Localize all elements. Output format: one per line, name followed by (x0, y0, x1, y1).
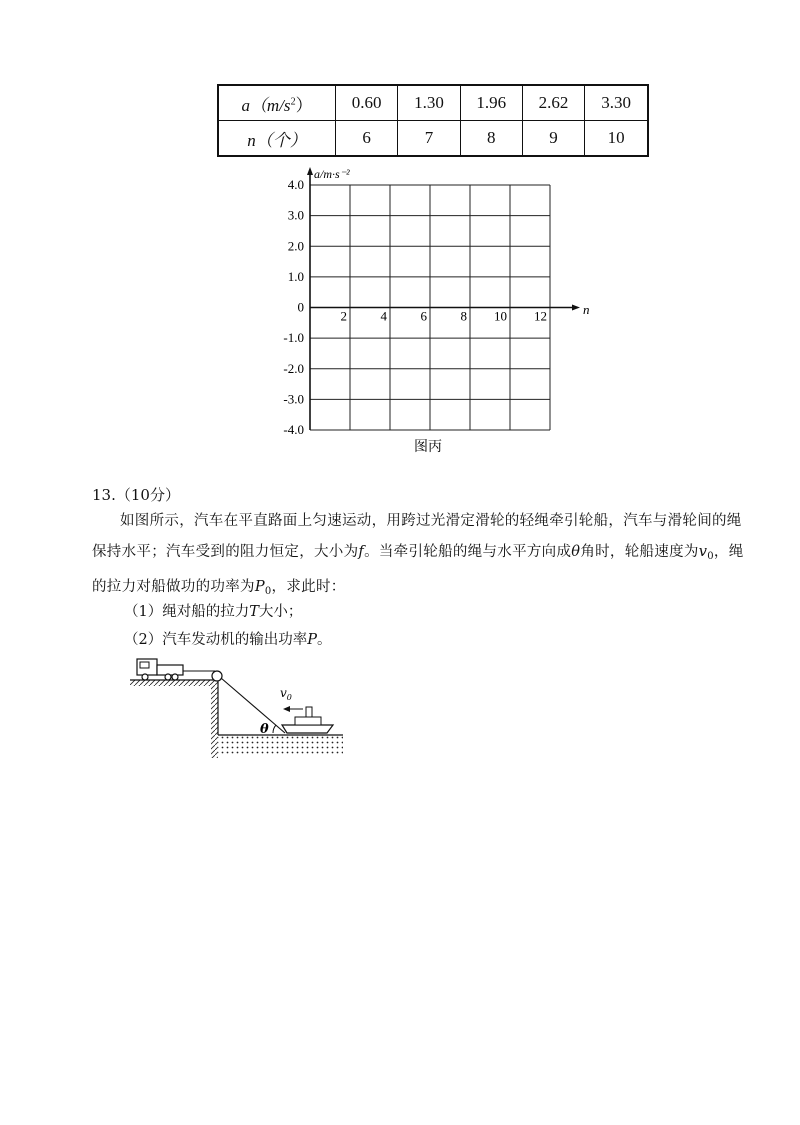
acceleration-grid-chart (270, 158, 600, 458)
y-tick-label: -3.0 (283, 391, 304, 407)
y-tick-label: 1.0 (287, 268, 304, 284)
x-axis-arrow (572, 305, 580, 311)
cell-n-5: 10 (585, 121, 648, 157)
table-row-n (218, 121, 648, 157)
y-tick-label: -1.0 (283, 330, 304, 346)
x-tick-label: 8 (460, 308, 467, 324)
y-tick-labels (283, 177, 304, 437)
x-tick-label: 6 (420, 308, 427, 324)
cell-n-2: 7 (398, 121, 460, 157)
question-1: （1）绳对船的拉力T大小； (124, 604, 303, 620)
rope-inclined (221, 678, 285, 733)
x-tick-label: 4 (380, 308, 387, 324)
cell-a-5: 3.30 (585, 85, 648, 121)
x-tick-label: 2 (340, 308, 347, 324)
cell-a-2: 1.30 (398, 85, 460, 121)
y-tick-label: 0 (297, 299, 304, 315)
cliff-wall (211, 686, 218, 758)
pulley-icon (212, 671, 222, 681)
x-tick-label: 10 (494, 308, 507, 324)
y-tick-label: 4.0 (287, 177, 304, 192)
x-tick-labels (341, 309, 548, 324)
x-tick-label: 12 (534, 308, 547, 324)
table-row-a (218, 85, 648, 121)
cell-n-3: 8 (460, 121, 522, 157)
truck-icon (137, 659, 183, 680)
question-2: （2）汽车发动机的输出功率P。 (124, 632, 332, 648)
y-tick-label: -4.0 (283, 422, 304, 437)
problem-statement: 如图所示，汽车在平直路面上匀速运动，用跨过光滑定滑轮的轻绳牵引轮船，汽车与滑轮间的绳保持水平；汽车受到的阻力恒定，大小为f。当牵引轮船的绳与水平方向成θ角时，轮船速度为$v_0$，绳的拉力对船做功的功率为$P_0$，求此时： (92, 513, 744, 597)
cell-n-4: 9 (522, 121, 584, 157)
row-n-label: n（个） (218, 121, 336, 157)
cell-a-1: 0.60 (336, 85, 398, 121)
x-axis-label: n (583, 302, 590, 317)
chart-caption: 图丙 (414, 439, 442, 455)
y-axis-label: a/m·s⁻² (314, 167, 350, 181)
cell-a-3: 1.96 (460, 85, 522, 121)
problem-number: 13.（10分） (92, 486, 180, 504)
row-a-label: $a(m/s^2)$ (218, 85, 336, 121)
y-tick-label: 2.0 (287, 238, 304, 254)
truck-boat-figure (125, 645, 355, 765)
y-tick-label: -2.0 (283, 360, 304, 376)
velocity-label: $v_0$ (280, 686, 292, 702)
road-surface (130, 680, 218, 686)
ground (218, 735, 343, 755)
theta-label: θ (260, 722, 269, 737)
data-table (217, 84, 649, 157)
cell-a-4: 2.62 (522, 85, 584, 121)
axes (307, 167, 580, 430)
y-tick-label: 3.0 (287, 207, 304, 223)
cell-n-1: 6 (336, 121, 398, 157)
y-axis-arrow (307, 167, 313, 175)
